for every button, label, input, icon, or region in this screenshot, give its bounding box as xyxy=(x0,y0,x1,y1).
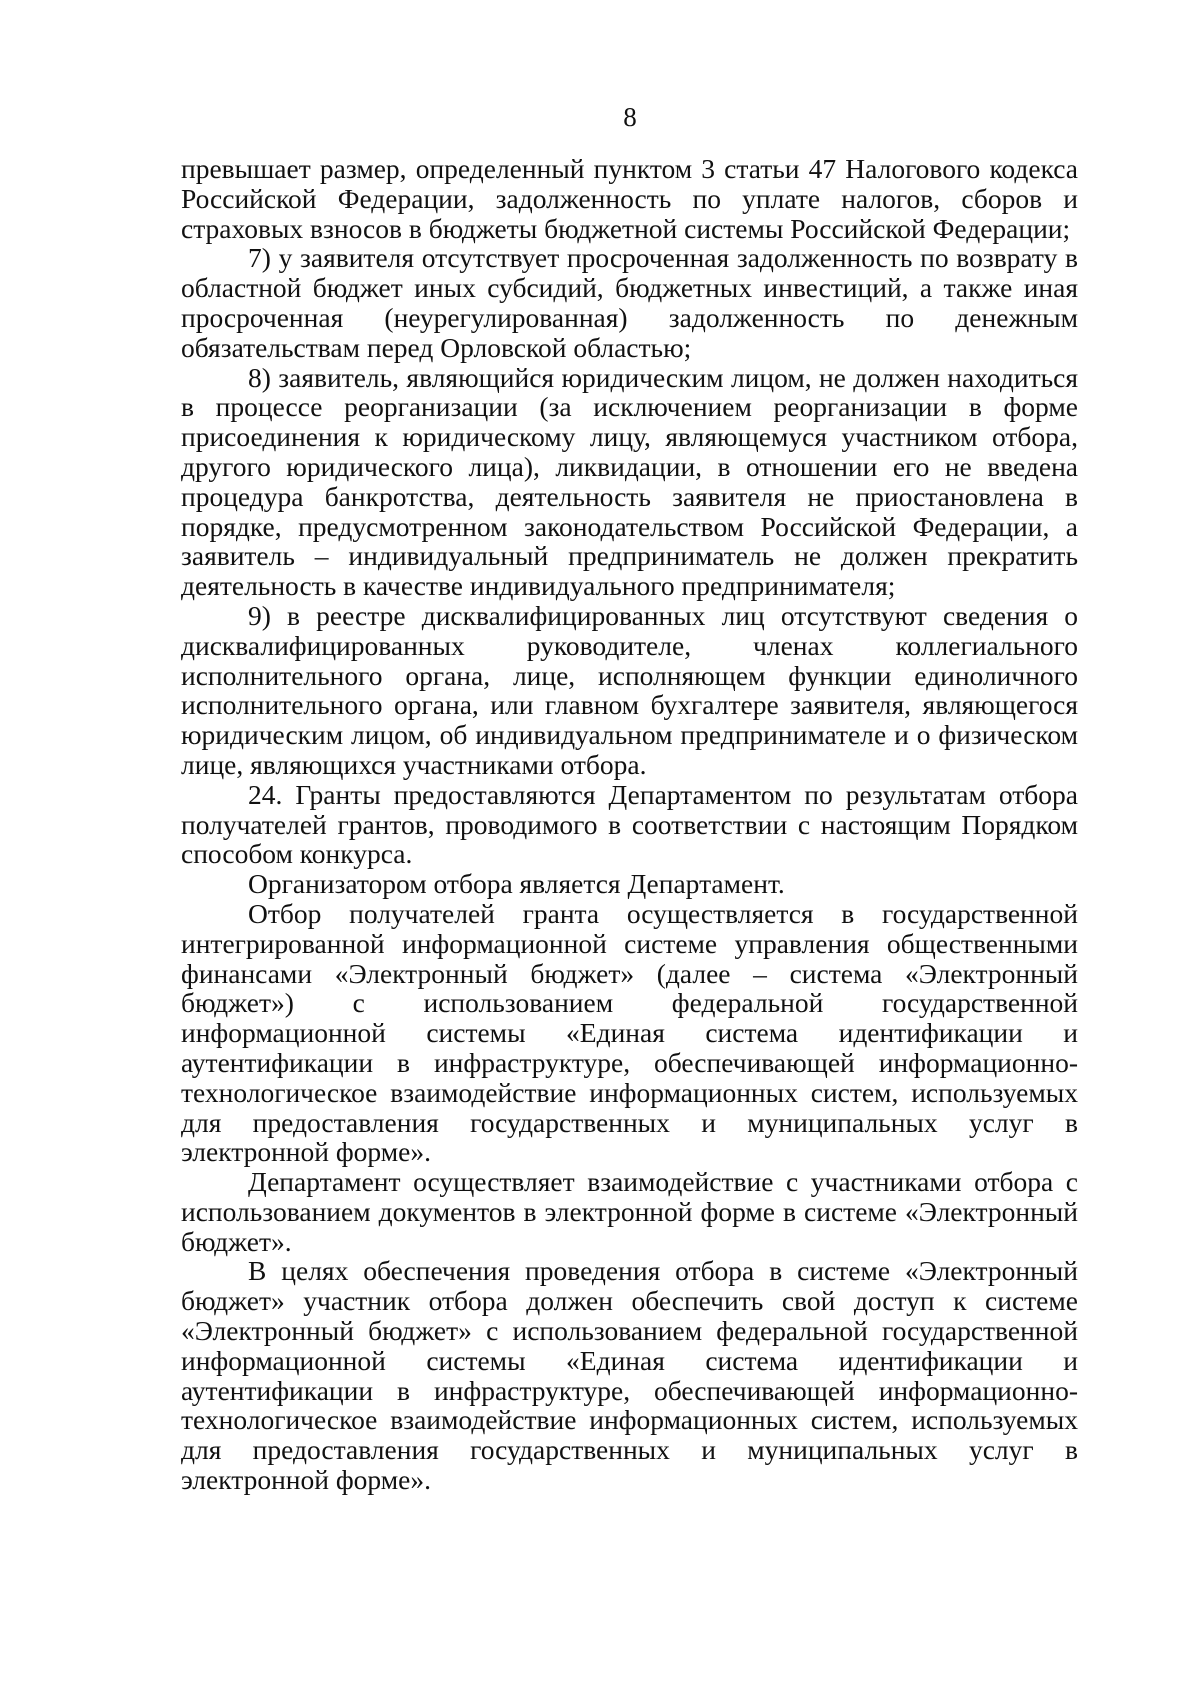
paragraph-item-8: 8) заявитель, являющийся юридическим лицом, не должен находиться в процессе реорганизации (за исключением реорганизации в форме присоединения к юридическому лицу, являющемуся участником отбора, другого юридического лица), ликвидации, в отношении его не введена процедура банкротства, деятельность заявителя не приостановлена в порядке, предусмотренном законодательством Российской Федерации, а заявитель – индивидуальный предприниматель не должен прекратить деятельность в качестве индивидуального предпринимателя; xyxy=(181,361,1078,602)
paragraph-selection-system: Отбор получателей гранта осуществляется в государственной интегрированной информационной системе управления общественными финансами «Электронный бюджет» (далее – система «Электронный бюджет») с использованием федеральной государственной информационной системы «Единая система идентификации и аутентификации в инфраструктуре, обеспечивающей информационно-технологическое взаимодействие информационных систем, используемых для предоставления государственных и муниципальных услуг в электронной форме». xyxy=(181,897,1078,1168)
paragraph-access: В целях обеспечения проведения отбора в системе «Электронный бюджет» участник отбора должен обеспечить свой доступ к системе «Электронный бюджет» с использованием федеральной государственной информационной системы «Единая система идентификации и аутентификации в инфраструктуре, обеспечивающей информационно-технологическое взаимодействие информационных систем, используемых для предоставления государственных и муниципальных услуг в электронной форме». xyxy=(181,1255,1078,1496)
page-number: 8 xyxy=(623,102,637,132)
paragraph-interaction: Департамент осуществляет взаимодействие с участниками отбора с использованием документов в электронной форме в системе «Электронный бюджет». xyxy=(181,1166,1078,1257)
paragraph-continuation: превышает размер, определенный пунктом 3 статьи 47 Налогового кодекса Российской Федерации, задолженность по уплате налогов, сборов и страховых взносов в бюджеты бюджетной системы Российской Федерации; xyxy=(181,153,1078,244)
paragraph-organizer: Организатором отбора является Департамент. xyxy=(248,868,785,900)
paragraph-clause-24: 24. Гранты предоставляются Департаментом по результатам отбора получателей грантов, проводимого в соответствии с настоящим Порядком способом конкурса. xyxy=(181,778,1078,870)
paragraph-item-9: 9) в реестре дисквалифицированных лиц отсутствуют сведения о дисквалифицированных руководителе, членах коллегиального исполнительного органа, лице, исполняющем функции единоличного исполнительного органа, или главном бухгалтере заявителя, являющегося юридическим лицом, об индивидуальном предпринимателе и о физическом лице, являющихся участниками отбора. xyxy=(181,599,1078,780)
paragraph-item-7: 7) у заявителя отсутствует просроченная задолженность по возврату в областной бюджет иных субсидий, бюджетных инвестиций, а также иная просроченная (неурегулированная) задолженность по денежным обязательствам перед Орловской областью; xyxy=(181,242,1078,363)
document-body xyxy=(181,154,1078,1495)
